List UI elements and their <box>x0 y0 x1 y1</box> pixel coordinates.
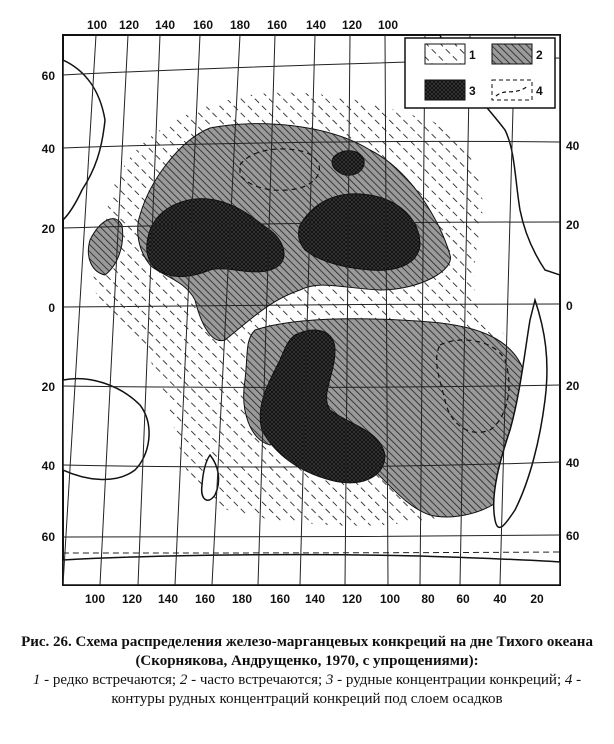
caption-item-text: - часто встречаются; <box>187 672 326 688</box>
caption-item-number: 1 <box>32 672 41 688</box>
legend-swatch-1 <box>425 44 465 64</box>
land-antarctica <box>63 555 560 585</box>
left-lat-label: 60 <box>41 69 55 83</box>
top-lon-label: 100 <box>86 18 108 32</box>
legend <box>405 38 555 108</box>
caption-item-text: - рудные концентрации конкреций; <box>333 672 565 688</box>
caption-item-number: 2 <box>179 672 188 688</box>
top-lon-label: 160 <box>266 18 288 32</box>
caption-title: Рис. 26. Схема распределения железо-марганцевых конкреций на дне Тихого океана (Скорнякова, Андрущенко, 1970, с упрощениями): <box>21 634 593 669</box>
top-lon-label: 180 <box>229 18 251 32</box>
bottom-lon-label: 100 <box>84 592 106 606</box>
top-lon-label: 120 <box>341 18 363 32</box>
caption-item-text: - контуры рудных концентраций конкреций под слоем осадков <box>111 672 582 707</box>
bottom-lon-label: 80 <box>421 592 435 606</box>
bottom-lon-label: 160 <box>194 592 216 606</box>
legend-swatch-2 <box>492 44 532 64</box>
caption-item-number: 4 <box>564 672 573 688</box>
right-lat-label: 20 <box>566 379 580 393</box>
bottom-lon-label: 160 <box>269 592 291 606</box>
bottom-lon-label: 100 <box>379 592 401 606</box>
caption-item-text: - редко встречаются; <box>40 672 180 688</box>
legend-swatch-4 <box>492 80 532 100</box>
left-lat-label: 40 <box>41 142 55 156</box>
legend-label-3: 3 <box>469 84 476 98</box>
top-lon-label: 140 <box>154 18 176 32</box>
right-latitude-labels <box>566 139 580 543</box>
legend-label-4: 4 <box>536 84 543 98</box>
bottom-lon-label: 120 <box>341 592 363 606</box>
legend-swatch-3 <box>425 80 465 100</box>
legend-label-1: 1 <box>469 48 476 62</box>
bottom-lon-label: 140 <box>157 592 179 606</box>
right-lat-label: 60 <box>566 529 580 543</box>
caption-legend-text <box>8 671 606 709</box>
bottom-lon-label: 20 <box>530 592 544 606</box>
bottom-lon-label: 140 <box>304 592 326 606</box>
left-lat-label: 60 <box>41 530 55 544</box>
bottom-longitude-labels <box>85 592 544 606</box>
left-lat-label: 20 <box>41 222 55 236</box>
bottom-lon-label: 120 <box>121 592 143 606</box>
right-lat-label: 0 <box>566 299 573 313</box>
right-lat-label: 20 <box>566 218 580 232</box>
bottom-lon-label: 180 <box>231 592 253 606</box>
left-lat-label: 20 <box>41 380 55 394</box>
figure-caption <box>8 633 606 709</box>
top-lon-label: 140 <box>305 18 327 32</box>
left-lat-label: 40 <box>41 459 55 473</box>
top-lon-label: 100 <box>377 18 399 32</box>
left-latitude-labels <box>42 69 56 544</box>
right-lat-label: 40 <box>566 139 580 153</box>
right-lat-label: 40 <box>566 456 580 470</box>
top-lon-label: 160 <box>192 18 214 32</box>
left-lat-label: 0 <box>48 301 55 315</box>
caption-item-number: 3 <box>325 672 334 688</box>
legend-label-2: 2 <box>536 48 543 62</box>
bottom-lon-label: 60 <box>456 592 470 606</box>
top-lon-label: 120 <box>118 18 140 32</box>
top-longitude-labels <box>87 18 398 32</box>
bottom-lon-label: 40 <box>493 592 507 606</box>
